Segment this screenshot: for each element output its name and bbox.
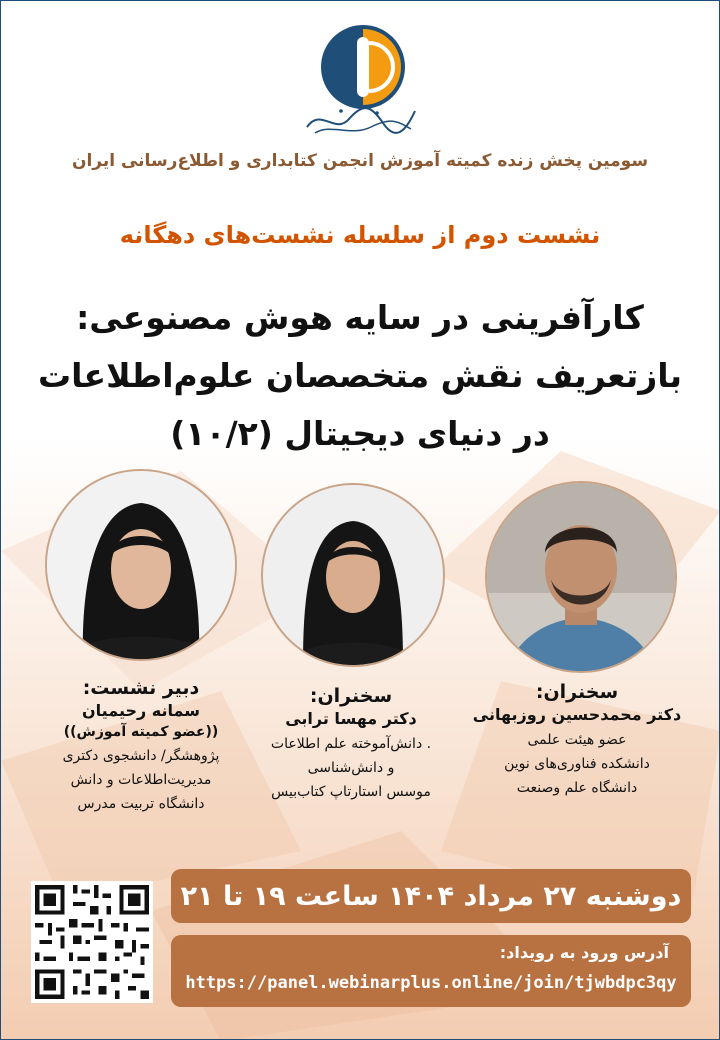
association-calligraphy-logo [301, 97, 421, 143]
organizer-subtitle: سومین پخش زنده کمیته آموزش انجمن کتابداری و اطلاع‌رسانی ایران [71, 151, 649, 171]
title-line-3: در دنیای دیجیتال (۱۰/۲) [170, 414, 550, 453]
speaker-2-name: دکتر مهسا ترابی [285, 709, 417, 728]
speaker-2-detail-3: موسس استارتاپ کتاب‌بیس [271, 784, 431, 800]
speaker-1-info [447, 681, 707, 800]
moderator-role: دبیر نشست: [82, 677, 200, 699]
series-heading: نشست دوم از سلسله نشست‌های دهگانه [119, 221, 601, 249]
event-link-box [171, 935, 691, 1007]
speaker-2-role: سخنران: [309, 685, 393, 707]
event-link-label: آدرس ورود به رویداد: [499, 943, 669, 962]
moderator-affiliation: ((عضو کمیته آموزش)) [63, 724, 219, 740]
moderator-detail-2: مدیریت‌اطلاعات و دانش [70, 772, 212, 788]
speaker-2-photo [261, 483, 445, 667]
moderator-name: سمانه رحیمیان [82, 701, 200, 720]
speaker-2-detail-1: . دانش‌آموخته علم اطلاعات [270, 736, 432, 752]
moderator-photo [45, 469, 237, 661]
event-link[interactable]: https://panel.webinarplus.online/join/tjwbdpc3qy [185, 973, 677, 993]
speaker-2-info [233, 685, 469, 804]
speaker-2-detail-2: و دانش‌شناسی [307, 760, 395, 776]
speaker-1-detail-2: دانشکده فناوری‌های نوین [504, 756, 650, 772]
title-line-1: کارآفرینی در سایه هوش مصنوعی: [76, 298, 644, 337]
speaker-1-photo [485, 481, 677, 673]
speaker-1-role: سخنران: [535, 681, 619, 703]
qr-code-icon[interactable] [31, 881, 153, 1003]
moderator-info [23, 677, 259, 816]
event-datetime: دوشنبه ۲۷ مرداد ۱۴۰۴ ساعت ۱۹ تا ۲۱ [171, 869, 691, 923]
speaker-1-detail-3: دانشگاه علم وصنعت [516, 780, 638, 796]
title-line-2: بازتعریف نقش متخصصان علوم‌اطلاعات [38, 356, 682, 395]
moderator-detail-3: دانشگاه تربیت مدرس [77, 796, 205, 812]
moderator-detail-1: پژوهشگر/ دانشجوی دکتری [62, 748, 220, 764]
event-title [21, 289, 699, 463]
speaker-1-detail-1: عضو هیئت علمی [527, 732, 627, 748]
speaker-1-name: دکتر محمدحسین روزبهانی [472, 705, 682, 724]
